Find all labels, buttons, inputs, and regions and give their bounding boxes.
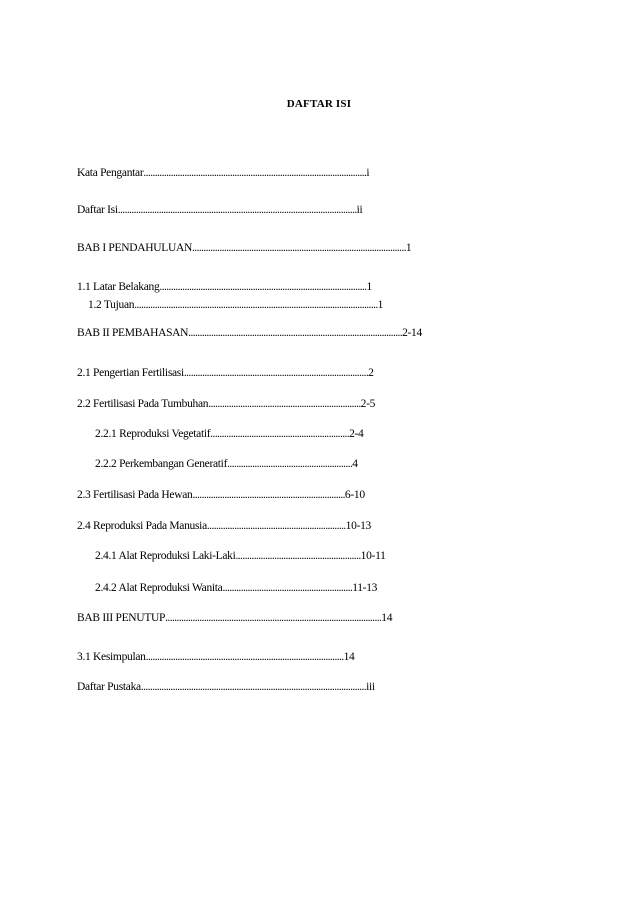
toc-label: 2.3 Fertilisasi Pada Hewan xyxy=(77,489,193,501)
toc-page-number: 10-11 xyxy=(360,550,386,562)
toc-page-number: 11-13 xyxy=(352,582,378,594)
toc-page-number: 2-4 xyxy=(349,428,364,440)
toc-page-number: 1 xyxy=(405,242,412,254)
toc-label: Daftar Pustaka xyxy=(77,681,141,693)
toc-page-number: 2 xyxy=(368,367,374,379)
toc-entry-2-2-2 xyxy=(95,457,358,471)
toc-page-number: 2-14 xyxy=(402,327,422,339)
toc-leader: .................................................................................................. xyxy=(143,167,367,179)
toc-page-number: iii xyxy=(366,681,375,693)
page-title: DAFTAR ISI xyxy=(286,98,352,110)
toc-label: BAB II PEMBAHASAN xyxy=(77,327,189,339)
toc-page-number: 4 xyxy=(352,458,358,470)
toc-entry-kata-pengantar xyxy=(77,166,369,180)
toc-label: 2.4 Reproduksi Pada Manusia xyxy=(77,520,207,532)
toc-leader: ....................................................................................... xyxy=(145,651,344,663)
toc-label: 1.2 Tujuan xyxy=(88,299,135,311)
toc-leader: .............................................................................................. xyxy=(192,242,406,254)
toc-label: Kata Pengantar xyxy=(77,167,144,179)
toc-entry-2-2-1 xyxy=(95,427,364,441)
toc-label: 2.1 Pengertian Fertilisasi xyxy=(77,367,184,379)
toc-page-number: 2-5 xyxy=(360,398,376,410)
toc-entry-2-2 xyxy=(77,397,375,411)
toc-label: 2.4.1 Alat Reproduksi Laki-Laki xyxy=(95,550,236,562)
toc-entry-2-1 xyxy=(77,366,374,380)
toc-entry-3-1 xyxy=(77,650,354,664)
toc-page-number: 1 xyxy=(366,281,372,293)
toc-leader: ......................................................... xyxy=(222,582,353,594)
toc-leader: ........................................................................................................... xyxy=(134,299,378,311)
toc-leader: ............................................................. xyxy=(206,520,346,532)
toc-entry-daftar-isi xyxy=(77,203,362,217)
toc-leader: ....................................................... xyxy=(235,550,361,562)
toc-page-number: 6-10 xyxy=(344,489,365,501)
toc-leader: ....................................................... xyxy=(227,458,353,470)
toc-leader: ......................................................................................................... xyxy=(117,204,357,216)
toc-page-number: 1 xyxy=(377,299,384,311)
toc-entry-2-4-1 xyxy=(95,549,386,563)
toc-entry-2-4 xyxy=(77,519,371,533)
toc-page-number: ii xyxy=(356,204,363,216)
toc-label: BAB III PENUTUP xyxy=(77,612,166,624)
toc-entry-1-1 xyxy=(77,280,372,294)
toc-label: 2.4.2 Alat Reproduksi Wanita xyxy=(95,582,223,594)
toc-page-number: 14 xyxy=(343,651,355,663)
toc-page-number: i xyxy=(366,167,370,179)
toc-entry-1-2 xyxy=(88,298,383,312)
toc-label: Daftar Isi xyxy=(77,204,118,216)
toc-leader: .............................................................................................. xyxy=(188,327,403,339)
toc-entry-2-4-2 xyxy=(95,581,377,595)
toc-entry-bab-1 xyxy=(77,241,411,255)
toc-label: 2.2.1 Reproduksi Vegetatif xyxy=(95,428,211,440)
toc-leader: ................................................................... xyxy=(192,489,345,501)
toc-label: 2.2 Fertilisasi Pada Tumbuhan xyxy=(77,398,209,410)
toc-label: 2.2.2 Perkembangan Generatif xyxy=(95,458,228,470)
toc-leader: ................................................................................. xyxy=(183,367,369,379)
toc-leader: ................................................................... xyxy=(208,398,361,410)
toc-label: 3.1 Kesimpulan xyxy=(77,651,146,663)
toc-leader: ................................................................................................... xyxy=(140,681,367,693)
toc-entry-bab-3 xyxy=(77,611,392,625)
toc-page-number: 14 xyxy=(381,612,393,624)
toc-entry-daftar-pustaka xyxy=(77,680,375,694)
toc-leader: ............................................................................................... xyxy=(165,612,382,624)
toc-leader: ........................................................................................... xyxy=(159,281,367,293)
toc-leader: ............................................................. xyxy=(210,428,350,440)
toc-entry-bab-2 xyxy=(77,326,422,340)
toc-label: 1.1 Latar Belakang xyxy=(77,281,160,293)
toc-label: BAB I PENDAHULUAN xyxy=(77,242,193,254)
toc-page-number: 10-13 xyxy=(345,520,372,532)
toc-entry-2-3 xyxy=(77,488,365,502)
